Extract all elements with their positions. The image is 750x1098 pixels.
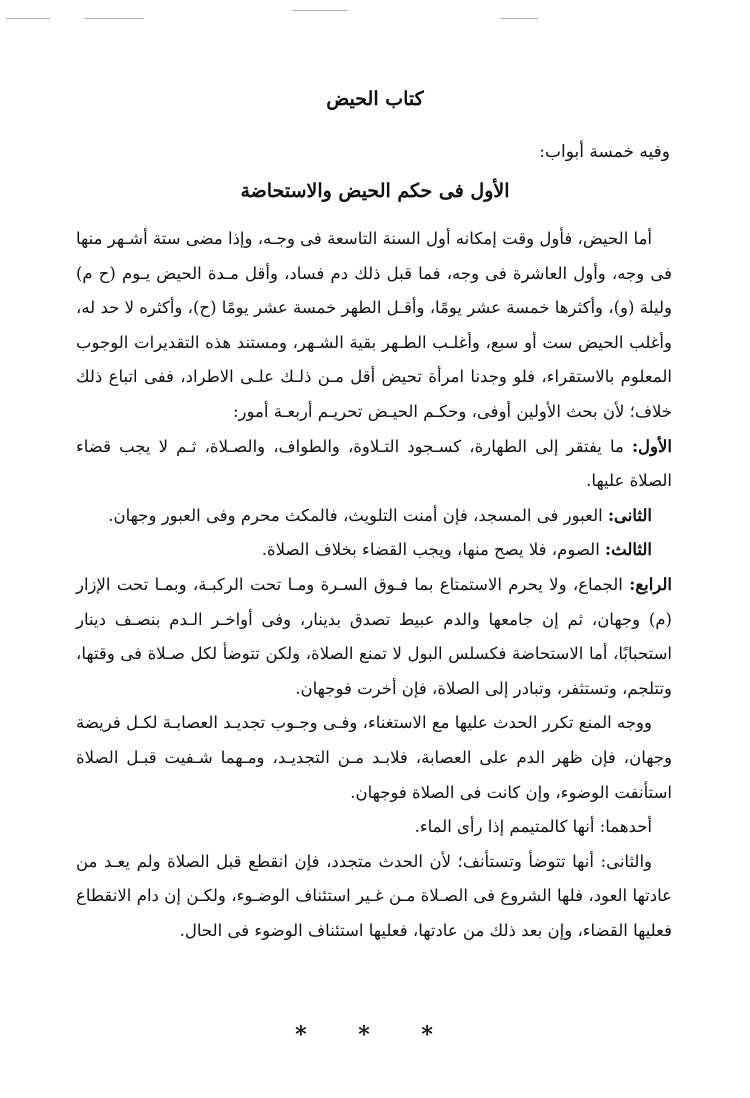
body-text: [76, 222, 672, 948]
paragraph: [76, 222, 672, 430]
intro-line: وفيه خمسة أبواب:: [539, 142, 670, 162]
paragraph: [76, 533, 672, 568]
paragraph-text: أما الحيض، فأول وقت إمكانه أول السنة التاسعة فى وجـه، وإذا مضى ستة أشـهر منها فى وجه، وأول العاشرة فى وجه، فما قبل ذلك دم فساد، وأقل مـدة الحيض يـوم (ح م) وليلة (و)، وأكثرها خمسة عشر يومًا، وأقـل الطهر خمسة عشر يومًا (ح)، وأكثره لا حد له، وأغلب الحيض ست أو سبع، وأغلـب الطـهر بقية الشـهر، ومستند هذه التقديرات الوجوب المعلوم بالاستقراء، فلو وجدنا امرأة تحيض أقل مـن ذلـك علـى الاطراد، ففى اتباع ذلك خلاف؛ لأن بحث الأولين أوفى، وحكـم الحيـض تحريـم أربعـة أمور:: [76, 229, 672, 421]
section-title: الأول فى حكم الحيض والاستحاضة: [240, 180, 510, 202]
scan-artifact-line: [292, 10, 348, 11]
book-title: كتاب الحيض: [326, 88, 424, 110]
paragraph-lead: الثانى:: [607, 505, 652, 525]
section-end-stars: * * *: [295, 1022, 455, 1048]
paragraph-text: ووجه المنع تكرر الحدث عليها مع الاستغناء، وفـى وجـوب تجديـد العصابـة لكـل فريضة وجهان، فإن ظهر الدم على العصابة، فلابـد مـن التجديـد، ومـهما شـفيت قبـل الصلاة استأنفت الوضوء، وإن كانت فى الصلاة فوجهان.: [76, 713, 672, 802]
paragraph: [76, 845, 672, 949]
paragraph-text: والثانى: أنها تتوضأ وتستأنف؛ لأن الحدث متجدد، فإن انقطع قبل الصلاة ولم يعـد من عادتها العود، فلها الشروع فى الصـلاة مـن غـير استئناف الوضـوء، ولكـن إن دام الانقطاع فعليها القضاء، وإن بعد ذلك من عادتها، فعليها استئناف الوضوء فى الحال.: [76, 851, 672, 940]
paragraph-lead: الثالث:: [605, 540, 652, 560]
paragraph: [76, 430, 672, 499]
paragraph-lead: الرابع:: [629, 574, 672, 594]
paragraph: [76, 706, 672, 810]
paragraph: [76, 568, 672, 706]
paragraph-text: الصوم، فلا يصح منها، ويجب القضاء بخلاف الصلاة.: [261, 540, 606, 560]
paragraph-text: أحدهما: أنها كالمتيمم إذا رأى الماء.: [414, 817, 652, 837]
paragraph-text: ما يفتقر إلى الطهارة، كسـجود التـلاوة، والطواف، والصـلاة، ثـم لا يجب قضاء الصلاة عليها.: [76, 436, 672, 491]
paragraph-text: الجماع، ولا يحرم الاستمتاع بما فـوق السـرة ومـا تحت الركبـة، وبمـا تحت الإزار (م) وجهان، ثم إن جامعها والدم عبيط تصدق بدينار، وفى أواخـر الـدم بنصـف دينار استحبابًا، أما الاستحاضة فكسلس البول لا تمنع الصلاة، ولكن تتوضأ لكل صـلاة فى وقتها، وتتلجم، وتستثفر، وتبادر إلى الصلاة، فإن أخرت فوجهان.: [76, 574, 672, 698]
scan-artifact-line: [6, 18, 50, 19]
paragraph: [76, 810, 672, 845]
paragraph-lead: الأول:: [631, 436, 672, 456]
scan-artifact-line: [84, 18, 144, 19]
scan-artifact-line: [500, 18, 538, 19]
paragraph-text: العبور فى المسجد، فإن أمنت التلويث، فالمكث محرم وفى العبور وجهان.: [108, 505, 608, 525]
paragraph: [76, 499, 672, 534]
